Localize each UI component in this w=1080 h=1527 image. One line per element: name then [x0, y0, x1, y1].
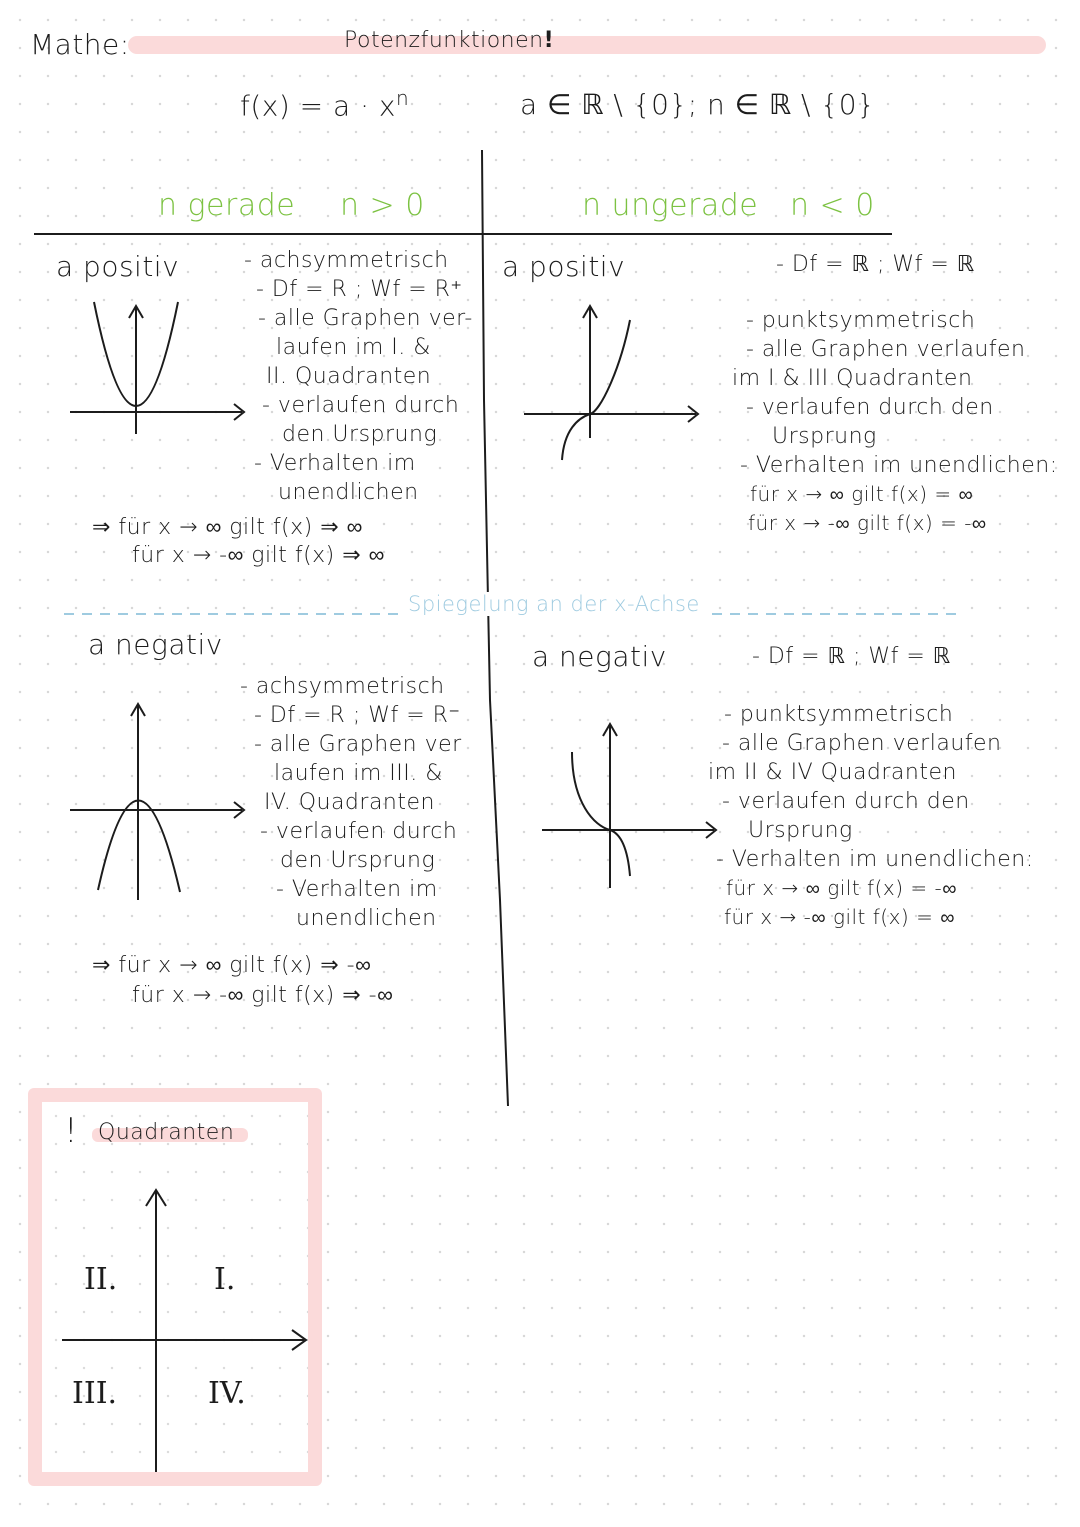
tr-label: a positiv: [502, 250, 626, 283]
heading-n-ungerade: n ungerade: [582, 188, 759, 223]
bl-note: IV. Quadranten: [264, 790, 435, 815]
heading-n-gerade: n gerade: [158, 188, 296, 223]
quadrant-axes-diagram: [60, 1186, 320, 1486]
br-note: - punktsymmetrisch: [724, 702, 954, 727]
tl-note: den Ursprung: [282, 422, 438, 447]
br-domain-range: - Df = ℝ ; Wf = ℝ: [752, 644, 951, 669]
bl-note: - achsymmetrisch: [240, 674, 445, 699]
subject-label: Mathe:: [30, 28, 130, 61]
warning-icon: !: [64, 1111, 78, 1151]
br-note: für x → ∞ gilt f(x) = -∞: [726, 876, 957, 900]
quadrant-box-title: Quadranten: [98, 1120, 235, 1145]
bl-limit-1: ⇒ für x → ∞ gilt f(x) ⇒ -∞: [92, 953, 372, 978]
quadrant-label-ii: II.: [84, 1262, 118, 1297]
bl-note: laufen im III. &: [274, 761, 443, 786]
tl-limit-2: für x → -∞ gilt f(x) ⇒ ∞: [132, 543, 385, 568]
tr-note: für x → ∞ gilt f(x) = ∞: [750, 482, 974, 506]
page-title-text: Potenzfunktionen: [344, 28, 544, 53]
tl-parabola-graph: [66, 300, 266, 440]
tl-note: II. Quadranten: [266, 364, 432, 389]
br-note: für x → -∞ gilt f(x) = ∞: [724, 905, 955, 929]
bl-limit-2: für x → -∞ gilt f(x) ⇒ -∞: [132, 983, 394, 1008]
bl-note: - alle Graphen ver: [254, 732, 462, 757]
tl-note: - Df = R ; Wf = R⁺: [256, 277, 463, 302]
bl-note: - Df = R ; Wf = R⁻: [254, 703, 461, 728]
bl-label: a negativ: [88, 628, 223, 661]
bl-note: unendlichen: [296, 906, 437, 931]
bl-parabola-graph: [66, 700, 266, 900]
quadrant-label-iv: IV.: [208, 1376, 246, 1411]
tl-limit-1: ⇒ für x → ∞ gilt f(x) ⇒ ∞: [92, 515, 363, 540]
formula-exponent: n: [395, 86, 410, 110]
bl-note: - Verhalten im: [276, 877, 438, 902]
tr-note: Ursprung: [772, 424, 877, 449]
vertical-divider: [482, 150, 508, 1106]
br-note: im II & IV Quadranten: [708, 760, 957, 785]
quadrant-label-iii: III.: [72, 1376, 118, 1411]
tr-note: für x → -∞ gilt f(x) = -∞: [748, 511, 987, 535]
tr-domain-range: - Df = ℝ ; Wf = ℝ: [776, 252, 975, 277]
tl-note: unendlichen: [278, 480, 419, 505]
bl-note: - verlaufen durch: [260, 819, 458, 844]
heading-n-negative: n < 0: [790, 188, 875, 223]
tl-label: a positiv: [56, 250, 180, 283]
tl-notes: [244, 246, 473, 507]
tr-note: - alle Graphen verlaufen: [746, 337, 1026, 362]
br-note: Ursprung: [748, 818, 853, 843]
tr-cubic-graph: [520, 300, 720, 460]
bl-note: den Ursprung: [280, 848, 436, 873]
tr-note: - Verhalten im unendlichen:: [740, 453, 1058, 478]
tl-note: laufen im I. &: [276, 335, 431, 360]
tr-note: - verlaufen durch den: [746, 395, 994, 420]
br-note: - alle Graphen verlaufen: [722, 731, 1002, 756]
tr-note: - punktsymmetrisch: [746, 308, 976, 333]
mirror-label: Spiegelung an der x-Achse: [404, 592, 704, 616]
formula-base: f(x) = a · x: [240, 89, 396, 123]
parameter-domain: a ∈ ℝ \ {0}; n ∈ ℝ \ {0}: [520, 88, 876, 121]
heading-n-positive: n > 0: [340, 188, 425, 223]
bl-notes: [240, 672, 462, 933]
tr-note: im I & III Quadranten: [732, 366, 973, 391]
br-note: - Verhalten im unendlichen:: [716, 847, 1034, 872]
br-notes: [708, 700, 1034, 932]
quadrant-label-i: I.: [214, 1262, 236, 1297]
tr-notes: [732, 306, 1058, 538]
title-mark: !: [543, 28, 555, 53]
tl-note: - alle Graphen ver-: [258, 306, 473, 331]
br-note: - verlaufen durch den: [722, 789, 970, 814]
tl-note: - verlaufen durch: [262, 393, 460, 418]
tl-note: - Verhalten im: [254, 451, 416, 476]
br-label: a negativ: [532, 640, 667, 673]
tl-note: - achsymmetrisch: [244, 248, 449, 273]
